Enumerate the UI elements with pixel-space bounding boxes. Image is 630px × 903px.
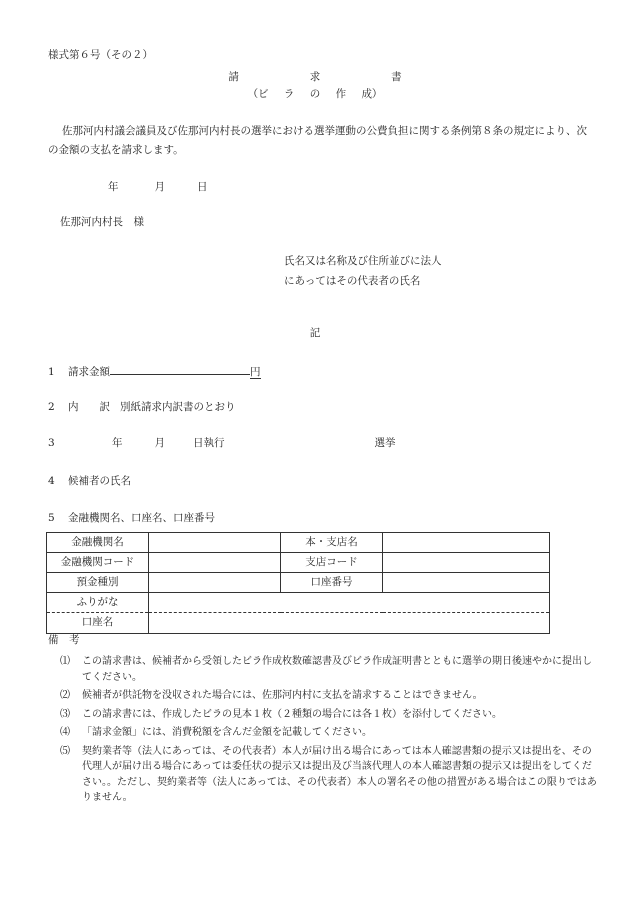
- remark-number: ⑴: [60, 656, 70, 667]
- title-char-1: 請: [228, 71, 239, 83]
- branch-name-label: 本・支店名: [281, 533, 383, 553]
- item-candidate-name: [48, 474, 131, 490]
- addressee: 佐那河内村長 様: [60, 216, 144, 228]
- signer-line-1: 氏名又は名称及び住所並びに法人: [284, 255, 442, 267]
- bank-row-3: [47, 573, 550, 593]
- item-election-date: [48, 436, 396, 452]
- election-day-exec-label: 日執行: [193, 437, 225, 449]
- date-line: [108, 180, 208, 196]
- branch-code-label: 支店コード: [281, 553, 383, 573]
- claim-amount-field[interactable]: [110, 362, 250, 375]
- bank-row-1: [47, 533, 550, 553]
- account-number-cell[interactable]: [383, 573, 550, 593]
- deposit-type-cell[interactable]: [149, 573, 281, 593]
- furigana-cell[interactable]: [149, 593, 550, 613]
- branch-code-cell[interactable]: [383, 553, 550, 573]
- account-name-label: 口座名: [47, 613, 149, 634]
- ki-heading: 記: [309, 327, 321, 339]
- remark-item: [60, 725, 600, 741]
- remark-text: この請求書には、作成したビラの見本１枚（２種類の場合には各１枚）を添付してください。: [82, 708, 502, 720]
- remark-number: ⑸: [60, 745, 70, 757]
- bank-code-cell[interactable]: [149, 553, 281, 573]
- account-number-label: 口座番号: [281, 573, 383, 593]
- election-label: 選挙: [374, 437, 396, 449]
- deposit-type-label: 預金種別: [47, 573, 149, 593]
- date-day-label: 日: [197, 181, 208, 193]
- subtitle-part-1: （ビ: [247, 88, 269, 100]
- title-char-2: 求: [309, 71, 321, 83]
- item-breakdown: [48, 400, 236, 416]
- remark-number: ⑶: [60, 708, 70, 720]
- election-year-label: 年: [112, 437, 123, 449]
- remark-text: 候補者が供託物を没収された場合には、佐那河内村に支払を請求することはできません。: [82, 690, 483, 701]
- remark-text: 契約業者等（法人にあっては、その代表者）本人が届け出る場合にあっては本人確認書類の提示又は提出を、その代理人が届け出る場合にあっては委任状の提示又は提出及び当該代理人の本人確認書類の提示又は提出をしてください。。ただし、契約業者等（法人にあっては、その代表者）本人の署名その他の措置がある場合はこの限りではありません。: [82, 745, 597, 803]
- remark-item: [60, 744, 600, 806]
- subtitle-part-5: 成）: [361, 88, 383, 100]
- branch-name-cell[interactable]: [383, 533, 550, 553]
- document-subtitle: [0, 87, 630, 103]
- candidate-name-label: 候補者の氏名: [68, 475, 131, 487]
- form-number: 様式第６号（その２）: [48, 49, 153, 61]
- bank-name-cell[interactable]: [149, 533, 281, 553]
- subtitle-part-2: ラ: [283, 88, 295, 100]
- date-month-label: 月: [154, 181, 165, 193]
- intro-paragraph: 佐那河内村議会議員及び佐那河内村長の選挙における選挙運動の公費負担に関する条例第８条の規定により、次の金額の支払を請求します。: [48, 125, 587, 157]
- remark-number: ⑷: [60, 727, 70, 738]
- document-title: [0, 70, 630, 86]
- breakdown-value: 別紙請求内訳書のとおり: [120, 401, 236, 413]
- item-number: 2: [48, 401, 55, 413]
- remark-text: この請求書は、候補者から受領したビラ作成枚数確認書及びビラ作成証明書とともに選挙の期日後速やかに提出してください。: [82, 656, 592, 683]
- item-number: 4: [48, 475, 55, 487]
- signer-line-2: にあってはその代表者の氏名: [284, 274, 421, 287]
- bank-code-label: 金融機関コード: [47, 553, 149, 573]
- remarks-list: [60, 654, 600, 809]
- bank-name-label: 金融機関名: [47, 533, 149, 553]
- breakdown-label: 内 訳: [68, 401, 110, 413]
- furigana-label: ふりがな: [47, 593, 149, 613]
- remark-item: [60, 707, 600, 723]
- date-year-label: 年: [108, 181, 119, 193]
- item-claim-amount: [48, 362, 261, 381]
- election-month-label: 月: [154, 437, 165, 449]
- bank-row-account-name: [47, 613, 550, 634]
- subtitle-part-3: の: [309, 88, 321, 100]
- signer-block: [284, 252, 442, 292]
- claim-amount-label: 請求金額: [68, 366, 110, 378]
- bank-row-furigana: [47, 593, 550, 613]
- remark-number: ⑵: [60, 690, 70, 701]
- title-char-3: 書: [391, 71, 402, 83]
- yen-unit: 円: [250, 366, 261, 378]
- remarks-title: 備 考: [48, 634, 80, 646]
- item-number: 1: [48, 366, 55, 378]
- remark-item: [60, 654, 600, 685]
- remark-text: 「請求金額」には、消費税額を含んだ金額を記載してください。: [82, 727, 372, 738]
- subtitle-part-4: 作: [335, 88, 347, 100]
- item-number: 5: [48, 512, 55, 524]
- item-bank-info: [48, 511, 215, 527]
- bank-info-table: [46, 532, 550, 634]
- remark-item: [60, 688, 600, 704]
- bank-info-label: 金融機関名、口座名、口座番号: [68, 512, 215, 524]
- bank-row-2: [47, 553, 550, 573]
- account-name-cell[interactable]: [149, 613, 550, 634]
- item-number: 3: [48, 437, 55, 449]
